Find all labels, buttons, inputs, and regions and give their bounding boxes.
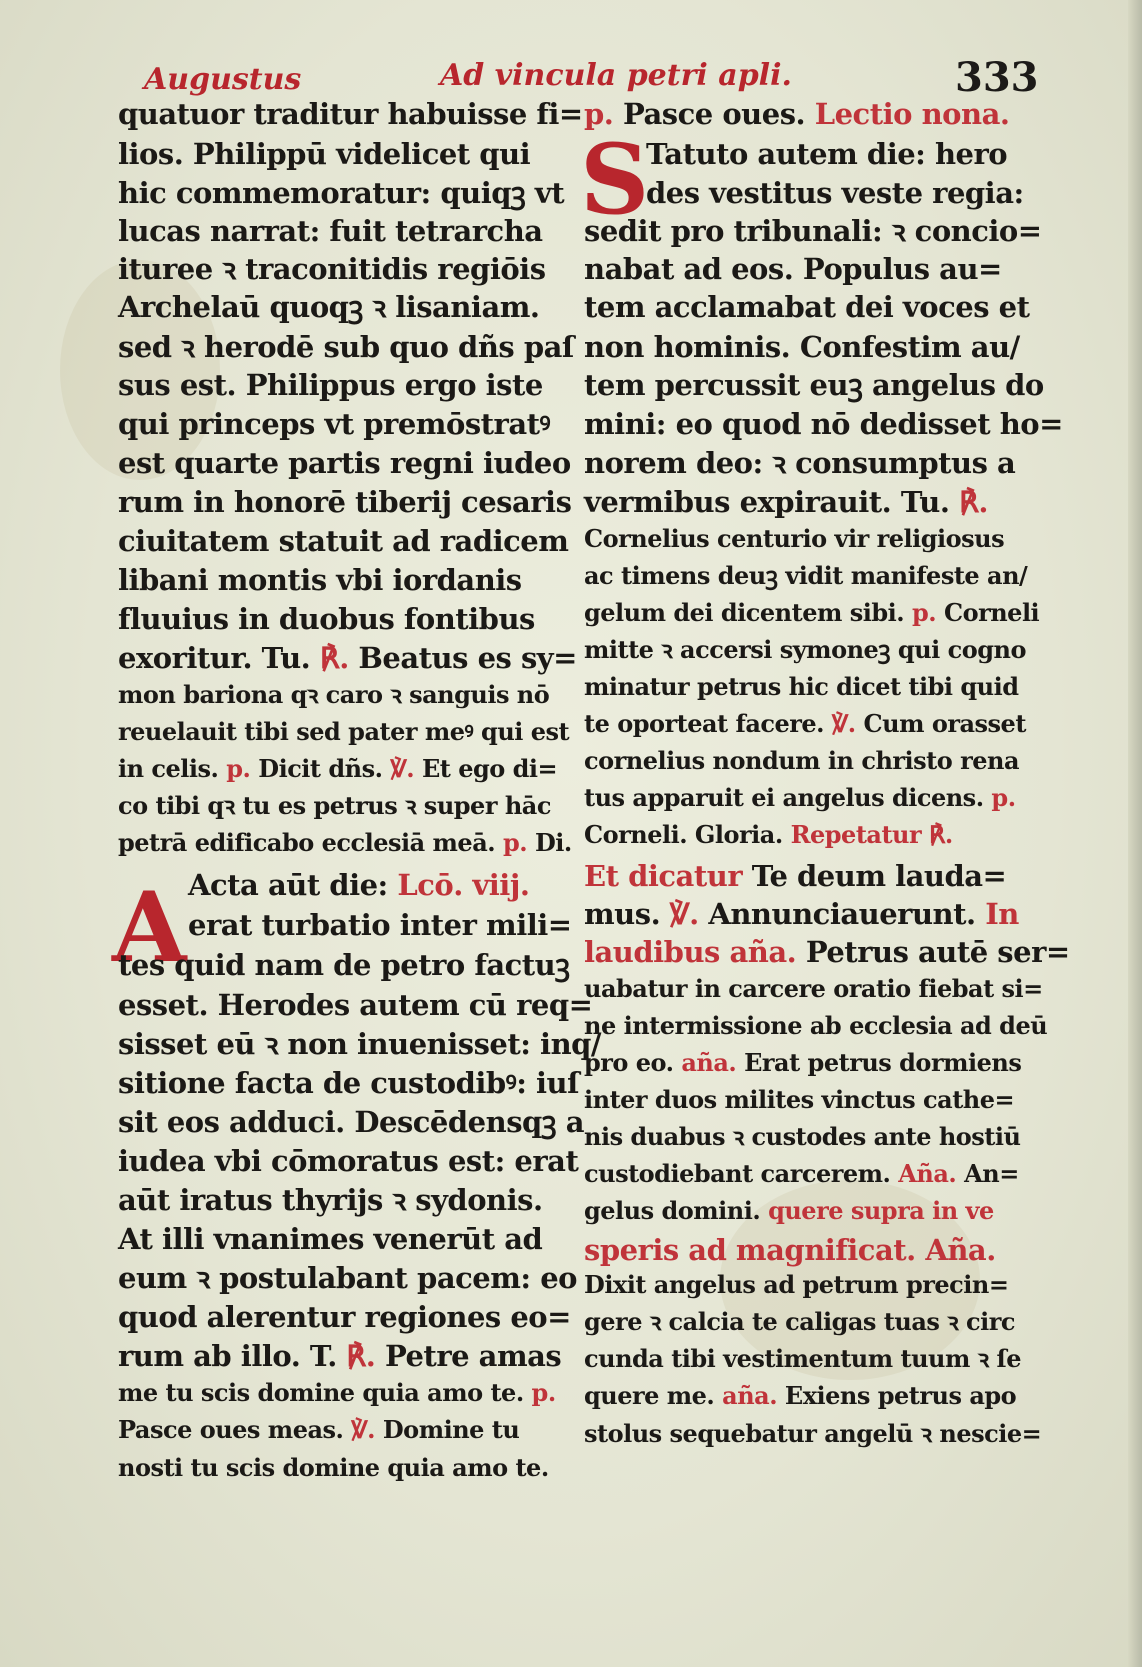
text-line	[118, 176, 565, 210]
text-line	[118, 368, 558, 402]
body-text: erat turbatio inter mili=	[188, 908, 572, 942]
rubric-text: laudibus aña.	[584, 935, 806, 969]
text-line	[584, 1270, 1030, 1299]
body-text: qui princeps vt premōstratꝰ	[118, 407, 551, 441]
text-line	[584, 97, 1030, 131]
body-text: norem deo: ꝛ consumptus a	[584, 446, 1016, 480]
body-text: Beatus es sy=	[348, 641, 577, 675]
rubric-text: p.	[502, 828, 528, 857]
text-line	[118, 1027, 602, 1061]
body-text: libani montis vbi iordanis	[118, 563, 522, 597]
body-text: lucas narrat: fuit tetrarcha	[118, 214, 543, 248]
text-line	[584, 974, 1043, 1003]
text-line	[584, 1419, 1042, 1448]
body-text: petrā edificabo ecclesiā meā.	[118, 828, 503, 857]
body-text: hic commemoratur: quiqꝫ vt	[118, 176, 565, 210]
running-header	[140, 54, 1039, 102]
text-line	[584, 330, 1030, 364]
body-text: rum ab illo. T.	[118, 1339, 347, 1373]
text-line	[584, 407, 1063, 441]
text-line	[584, 672, 1030, 701]
rubric-text: Et dicatur	[584, 859, 743, 893]
rubric-text: ℟.	[959, 485, 988, 519]
rubric-text: p.	[226, 754, 251, 783]
text-line	[118, 330, 574, 364]
body-text: ac timens deuꝫ vidit manifeste an/	[584, 561, 1028, 590]
rubric-text: In	[985, 897, 1019, 931]
rubric-text: Lectio nona.	[814, 97, 1010, 131]
text-line	[584, 1122, 1030, 1151]
text-line	[118, 1339, 562, 1373]
body-text: Et ego di=	[414, 754, 558, 783]
rubric-text: p.	[911, 598, 937, 627]
text-line	[584, 1196, 1030, 1225]
text-line	[584, 176, 1092, 210]
rubric-text: ℣.	[831, 709, 856, 738]
body-text: pro eo.	[584, 1048, 682, 1077]
text-line	[118, 908, 628, 942]
body-text: Erat petrus dormiens	[736, 1048, 1022, 1077]
text-line	[584, 1307, 1030, 1336]
text-line	[584, 524, 1030, 553]
body-text: Te deum lauda=	[742, 859, 1007, 893]
text-line	[118, 1300, 571, 1334]
text-line	[584, 1159, 1030, 1188]
body-text: tem percussit euꝫ angelus do	[584, 368, 1044, 402]
body-text: stolus sequebatur angelū ꝛ nescie=	[584, 1419, 1042, 1448]
text-line	[118, 868, 628, 902]
body-text: exoritur. Tu.	[118, 641, 320, 675]
text-line	[118, 1183, 558, 1217]
body-text: Acta aūt die:	[188, 868, 398, 902]
body-text: eum ꝛ postulabant pacem: eo	[118, 1261, 577, 1295]
body-text: fluuius in duobus fontibus	[118, 602, 535, 636]
text-line	[118, 563, 558, 597]
text-line	[584, 446, 1030, 480]
body-text: aūt iratus thyrijs ꝛ sydonis.	[118, 1183, 543, 1217]
body-text: des vestitus veste regia:	[646, 176, 1024, 210]
text-line	[118, 791, 558, 820]
body-text: cornelius nondum in christo rena	[584, 746, 1020, 775]
text-line	[584, 746, 1030, 775]
body-text: Pasce oues meas.	[118, 1415, 352, 1444]
body-text: tem acclamabat dei voces et	[584, 290, 1030, 324]
rubric-text: ℣.	[390, 754, 415, 783]
header-month: Augustus	[144, 62, 302, 97]
text-line	[118, 137, 558, 171]
text-line	[118, 214, 558, 248]
text-line	[584, 290, 1030, 324]
rubric-text: aña.	[681, 1048, 737, 1077]
rubric-text: ℣.	[669, 897, 699, 931]
body-text: sisset eū ꝛ non inuenisset: inq/	[118, 1027, 602, 1061]
text-line	[584, 1085, 1030, 1114]
text-line	[118, 1105, 585, 1139]
body-text: nosti tu scis domine quia amo te.	[118, 1453, 549, 1482]
text-line	[584, 635, 1030, 664]
text-line	[118, 446, 571, 480]
body-text: quod alerentur regiones eo=	[118, 1300, 571, 1334]
text-line	[118, 988, 593, 1022]
body-text: gelum dei dicentem sibi.	[584, 598, 912, 627]
body-text: quere me.	[584, 1381, 723, 1410]
body-text: mus.	[584, 897, 670, 931]
body-text: nabat ad eos. Populus au=	[584, 252, 1002, 286]
body-text: iudea vbi cōmoratus est: erat	[118, 1144, 579, 1178]
body-text: Petre amas	[375, 1339, 562, 1373]
body-text: sit eos adduci. Descēdensqꝫ a	[118, 1105, 585, 1139]
text-line	[584, 485, 1030, 519]
text-line	[118, 1222, 558, 1256]
text-line	[584, 137, 1092, 171]
text-line	[584, 859, 1030, 893]
text-line	[118, 407, 558, 441]
body-text: Dixit angelus ad petrum precin=	[584, 1270, 1009, 1299]
text-line	[118, 948, 570, 982]
body-text: sitione facta de custodibꝰ: iuſ	[118, 1066, 580, 1100]
text-line	[584, 897, 1030, 931]
body-text: reuelauit tibi sed pater meꝰ qui est	[118, 717, 570, 746]
rubric-text: aña.	[722, 1381, 778, 1410]
text-line	[118, 1415, 558, 1444]
body-text: in celis.	[118, 754, 227, 783]
body-text: ituree ꝛ traconitidis regiōis	[118, 252, 546, 286]
body-text: Domine tu	[375, 1415, 520, 1444]
body-text: tes quid nam de petro factuꝫ	[118, 948, 570, 982]
body-text: gere ꝛ calcia te caligas tuas ꝛ circ	[584, 1307, 1015, 1336]
rubric-text: Repetatur ℟.	[790, 820, 953, 849]
body-text: Annunciauerunt.	[698, 897, 986, 931]
body-text: sedit pro tribunali: ꝛ concio=	[584, 214, 1042, 248]
text-line	[118, 252, 558, 286]
text-line	[118, 717, 570, 746]
text-line	[584, 709, 1030, 738]
body-text: Corneli	[936, 598, 1040, 627]
header-feast: Ad vincula petri apli.	[440, 58, 792, 93]
body-text: nis duabus ꝛ custodes ante hostiū	[584, 1122, 1021, 1151]
body-text: Di.	[527, 828, 572, 857]
body-text: rum in honorē tiberij cesaris	[118, 485, 572, 519]
body-text: sus est. Philippus ergo iste	[118, 368, 543, 402]
body-text: mini: eo quod nō dedisset ho=	[584, 407, 1063, 441]
rubric-text: ℟.	[319, 641, 349, 675]
body-text: Dicit dñs.	[250, 754, 391, 783]
body-text: custodiebant carcerem.	[584, 1159, 899, 1188]
text-line	[584, 783, 1030, 812]
body-text: esset. Herodes autem cū req=	[118, 988, 593, 1022]
body-text: mon bariona qꝛ caro ꝛ sanguis nō	[118, 680, 550, 709]
text-line	[118, 754, 558, 783]
body-text: minatur petrus hic dicet tibi quid	[584, 672, 1019, 701]
body-text: co tibi qꝛ tu es petrus ꝛ super hāc	[118, 791, 551, 820]
text-line	[118, 97, 583, 131]
body-text: est quarte partis regni iudeo	[118, 446, 571, 480]
text-line	[118, 524, 569, 558]
text-line	[118, 1066, 580, 1100]
page-edge	[1128, 0, 1142, 1667]
left-column	[112, 97, 602, 1500]
body-text: tus apparuit ei angelus dicens.	[584, 783, 992, 812]
rubric-text: Lcō. viij.	[397, 868, 530, 902]
body-text: sed ꝛ herodē sub quo dñs paſ	[118, 330, 574, 364]
body-text: me tu scis domine quia amo te.	[118, 1378, 532, 1407]
body-text: ne intermissione ab ecclesia ad deū	[584, 1011, 1048, 1040]
rubric-text: speris ad magnificat. Aña.	[584, 1233, 996, 1267]
body-text: At illi vnanimes venerūt ad	[118, 1222, 543, 1256]
rubric-text: ℟.	[346, 1339, 376, 1373]
body-text: Pasce oues.	[613, 97, 815, 131]
text-line	[118, 828, 572, 857]
rubric-text: p.	[584, 97, 614, 131]
rubric-text: Aña.	[898, 1159, 957, 1188]
text-line	[584, 935, 1070, 969]
text-line	[584, 1344, 1030, 1373]
initial-letter-right: S	[580, 123, 650, 236]
rubric-text: p.	[991, 783, 1016, 812]
body-text: inter duos milites vinctus cathe=	[584, 1085, 1015, 1114]
body-text: Cum orasset	[855, 709, 1026, 738]
text-line	[118, 641, 577, 675]
text-line	[584, 1048, 1030, 1077]
text-line	[118, 485, 572, 519]
body-text: quatuor traditur habuisse fi=	[118, 97, 583, 131]
text-line	[118, 1378, 558, 1407]
text-line	[118, 1453, 558, 1482]
text-line	[584, 598, 1040, 627]
body-text: gelus domini.	[584, 1196, 769, 1225]
text-line	[584, 820, 1030, 849]
rubric-text: ℣.	[351, 1415, 376, 1444]
body-text: lios. Philippū videlicet qui	[118, 137, 531, 171]
text-line	[584, 561, 1030, 590]
body-text: uabatur in carcere oratio fiebat si=	[584, 974, 1043, 1003]
body-text: vermibus expirauit. Tu.	[584, 485, 960, 519]
text-line	[584, 214, 1042, 248]
body-text: ciuitatem statuit ad radicem	[118, 524, 569, 558]
rubric-text: p.	[531, 1378, 556, 1407]
right-column	[580, 97, 1070, 1500]
body-text: mitte ꝛ accersi symoneꝫ qui cogno	[584, 635, 1026, 664]
body-text: Tatuto autem die: hero	[646, 137, 1008, 171]
body-text: Corneli. Gloria.	[584, 820, 791, 849]
text-line	[584, 368, 1044, 402]
body-text: Archelaū quoqꝫ ꝛ lisaniam.	[118, 290, 540, 324]
body-text: Petrus autē ser=	[805, 935, 1070, 969]
text-line	[118, 602, 558, 636]
text-line	[118, 290, 558, 324]
initial-letter-left: A	[112, 871, 187, 984]
body-text: non hominis. Confestim au/	[584, 330, 1020, 364]
text-line	[584, 1381, 1030, 1410]
text-line	[118, 1261, 577, 1295]
text-line	[584, 1233, 1030, 1267]
body-text: cunda tibi vestimentum tuum ꝛ ſe	[584, 1344, 1022, 1373]
text-line	[118, 1144, 579, 1178]
text-line	[584, 1011, 1048, 1040]
body-text: Cornelius centurio vir religiosus	[584, 524, 1005, 553]
body-text: Exiens petrus apo	[777, 1381, 1017, 1410]
text-line	[584, 252, 1030, 286]
folio-number: 333	[955, 54, 1039, 101]
body-text: An=	[956, 1159, 1019, 1188]
text-line	[118, 680, 558, 709]
rubric-text: quere supra in ve	[768, 1196, 994, 1225]
body-text: te oporteat facere.	[584, 709, 832, 738]
